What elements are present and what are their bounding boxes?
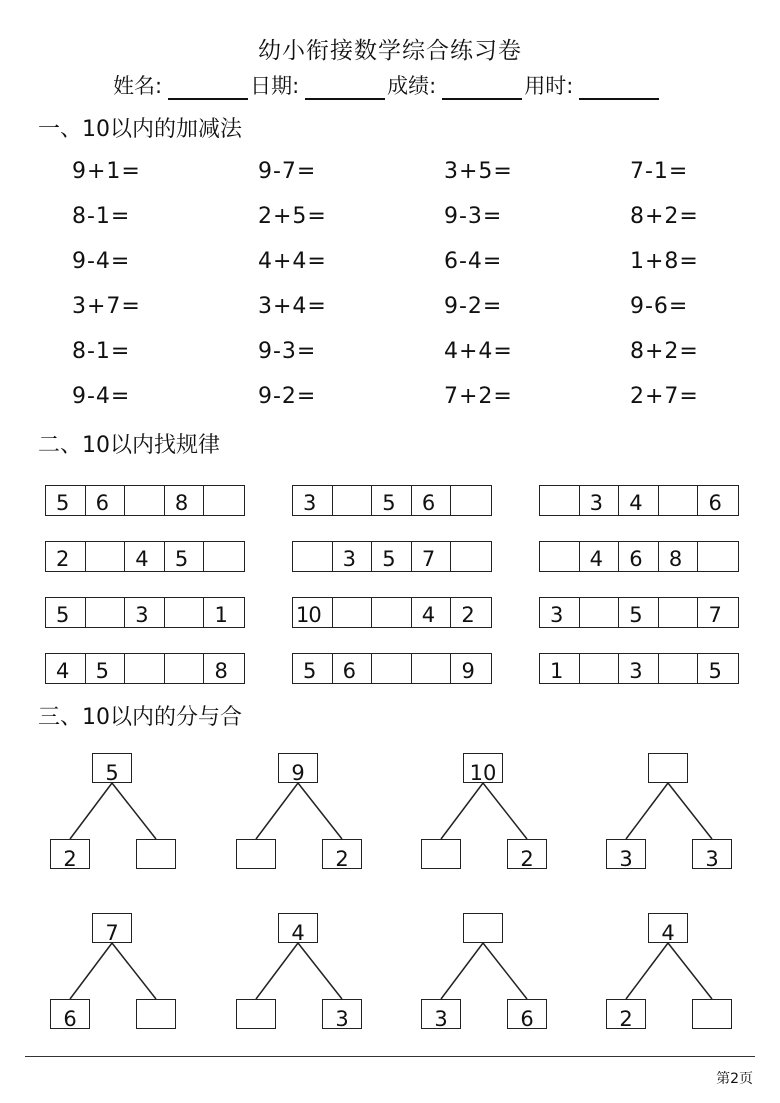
bond-right-part-box[interactable] bbox=[136, 999, 176, 1029]
pattern-blank-cell[interactable] bbox=[659, 598, 699, 627]
pattern-blank-cell[interactable] bbox=[333, 598, 373, 627]
arithmetic-problem: 8-1= bbox=[72, 339, 131, 364]
arithmetic-problem: 2+5= bbox=[258, 204, 327, 229]
pattern-cell: 4 bbox=[412, 598, 452, 627]
pattern-row bbox=[292, 597, 492, 628]
pattern-cell: 4 bbox=[46, 654, 86, 683]
pattern-cell: 5 bbox=[293, 654, 333, 683]
arithmetic-problem: 9-7= bbox=[258, 159, 317, 184]
pattern-cell: 2 bbox=[461, 603, 475, 627]
pattern-blank-cell[interactable] bbox=[125, 486, 165, 515]
pattern-cell: 4 bbox=[619, 486, 659, 515]
number-bond bbox=[413, 745, 553, 875]
bond-total-box[interactable] bbox=[463, 913, 503, 943]
arithmetic-problem: 8+2= bbox=[630, 204, 699, 229]
arithmetic-problem: 9-2= bbox=[258, 384, 317, 409]
pattern-cell: 1 bbox=[540, 654, 580, 683]
pattern-row bbox=[539, 653, 739, 684]
bond-total-box: 4 bbox=[278, 913, 318, 943]
bond-right-part-box: 2 bbox=[322, 839, 362, 869]
arithmetic-problem: 1+8= bbox=[630, 249, 699, 274]
arithmetic-problem: 9-3= bbox=[444, 204, 503, 229]
pattern-row bbox=[539, 485, 739, 516]
pattern-blank-cell[interactable] bbox=[125, 654, 165, 683]
time-label: 用时: bbox=[524, 74, 574, 98]
arithmetic-problem: 6-4= bbox=[444, 249, 503, 274]
bond-total-box: 4 bbox=[648, 913, 688, 943]
bond-left-part-box: 2 bbox=[50, 839, 90, 869]
pattern-blank-cell[interactable] bbox=[659, 486, 699, 515]
pattern-cell: 6 bbox=[412, 486, 452, 515]
name-blank[interactable] bbox=[168, 76, 248, 100]
pattern-blank-cell[interactable] bbox=[580, 654, 620, 683]
arithmetic-problem: 9-6= bbox=[630, 294, 689, 319]
pattern-cell: 2 bbox=[46, 542, 86, 571]
pattern-blank-cell[interactable] bbox=[372, 654, 412, 683]
pattern-row bbox=[292, 541, 492, 572]
arithmetic-problem: 3+7= bbox=[72, 294, 141, 319]
pattern-cell: 10 bbox=[293, 598, 333, 627]
bond-total-box: 9 bbox=[278, 753, 318, 783]
section-arithmetic-title: 一、10以内的加减法 bbox=[38, 117, 242, 142]
number-bond bbox=[413, 905, 553, 1035]
pattern-cell: 5 bbox=[46, 486, 86, 515]
name-field bbox=[113, 70, 250, 100]
name-label: 姓名: bbox=[113, 74, 163, 98]
pattern-cell: 8 bbox=[214, 659, 228, 683]
pattern-cell: 5 bbox=[86, 654, 126, 683]
pattern-cell: 9 bbox=[461, 659, 475, 683]
arithmetic-problem: 7+2= bbox=[444, 384, 513, 409]
pattern-cell: 3 bbox=[540, 598, 580, 627]
section-number-bonds-title: 三、10以内的分与合 bbox=[38, 705, 242, 730]
pattern-cell: 3 bbox=[293, 486, 333, 515]
arithmetic-problems bbox=[72, 155, 732, 425]
pattern-blank-cell[interactable] bbox=[698, 542, 738, 571]
number-bond bbox=[42, 745, 182, 875]
pattern-row bbox=[292, 653, 492, 684]
pattern-cell: 5 bbox=[619, 598, 659, 627]
pattern-cell: 6 bbox=[708, 491, 722, 515]
arithmetic-problem: 8-1= bbox=[72, 204, 131, 229]
pattern-exercises bbox=[45, 485, 745, 709]
number-bond bbox=[228, 905, 368, 1035]
pattern-blank-cell[interactable] bbox=[86, 542, 126, 571]
pattern-row bbox=[45, 597, 245, 628]
score-blank[interactable] bbox=[442, 76, 522, 100]
pattern-blank-cell[interactable] bbox=[204, 486, 244, 515]
footer-divider bbox=[25, 1056, 755, 1057]
arithmetic-problem: 4+4= bbox=[258, 249, 327, 274]
pattern-cell: 5 bbox=[372, 542, 412, 571]
pattern-cell: 7 bbox=[412, 542, 452, 571]
pattern-blank-cell[interactable] bbox=[540, 542, 580, 571]
pattern-blank-cell[interactable] bbox=[204, 542, 244, 571]
pattern-row bbox=[539, 597, 739, 628]
arithmetic-problem: 9-2= bbox=[444, 294, 503, 319]
pattern-cell: 5 bbox=[708, 659, 722, 683]
student-info-row bbox=[113, 70, 661, 100]
bond-right-part-box[interactable] bbox=[692, 999, 732, 1029]
pattern-blank-cell[interactable] bbox=[86, 598, 126, 627]
bond-total-box: 5 bbox=[92, 753, 132, 783]
bond-right-part-box: 6 bbox=[507, 999, 547, 1029]
pattern-row bbox=[45, 485, 245, 516]
pattern-cell: 5 bbox=[165, 542, 205, 571]
number-bond bbox=[228, 745, 368, 875]
page-number: 第2页 bbox=[716, 1071, 753, 1087]
pattern-blank-cell[interactable] bbox=[580, 598, 620, 627]
number-bond bbox=[598, 905, 738, 1035]
score-label: 成绩: bbox=[387, 74, 437, 98]
pattern-cell: 3 bbox=[580, 486, 620, 515]
bond-left-part-box: 2 bbox=[606, 999, 646, 1029]
bond-total-box: 10 bbox=[463, 753, 503, 783]
arithmetic-problem: 3+5= bbox=[444, 159, 513, 184]
pattern-cell: 6 bbox=[619, 542, 659, 571]
pattern-row bbox=[539, 541, 739, 572]
date-label: 日期: bbox=[250, 74, 300, 98]
pattern-cell: 8 bbox=[659, 542, 699, 571]
pattern-cell: 3 bbox=[619, 654, 659, 683]
number-bond bbox=[598, 745, 738, 875]
date-field bbox=[250, 70, 387, 100]
time-field bbox=[524, 70, 661, 100]
pattern-blank-cell[interactable] bbox=[333, 486, 373, 515]
bond-left-part-box: 3 bbox=[421, 999, 461, 1029]
pattern-blank-cell[interactable] bbox=[540, 486, 580, 515]
arithmetic-problem: 8+2= bbox=[630, 339, 699, 364]
pattern-cell: 4 bbox=[125, 542, 165, 571]
pattern-row bbox=[45, 653, 245, 684]
pattern-cell: 3 bbox=[125, 598, 165, 627]
arithmetic-problem: 3+4= bbox=[258, 294, 327, 319]
bond-left-part-box[interactable] bbox=[236, 839, 276, 869]
pattern-blank-cell[interactable] bbox=[451, 542, 491, 571]
pattern-row bbox=[45, 541, 245, 572]
pattern-cell: 7 bbox=[708, 603, 722, 627]
number-bond bbox=[42, 905, 182, 1035]
number-bond-exercises bbox=[0, 745, 780, 1045]
arithmetic-problem: 2+7= bbox=[630, 384, 699, 409]
bond-right-part-box: 2 bbox=[507, 839, 547, 869]
arithmetic-problem: 9-4= bbox=[72, 249, 131, 274]
bond-total-box: 7 bbox=[92, 913, 132, 943]
date-blank[interactable] bbox=[305, 76, 385, 100]
arithmetic-problem: 9-4= bbox=[72, 384, 131, 409]
pattern-blank-cell[interactable] bbox=[293, 542, 333, 571]
arithmetic-problem: 9+1= bbox=[72, 159, 141, 184]
pattern-blank-cell[interactable] bbox=[372, 598, 412, 627]
time-blank[interactable] bbox=[579, 76, 659, 100]
pattern-blank-cell[interactable] bbox=[165, 654, 205, 683]
pattern-cell: 6 bbox=[86, 486, 126, 515]
pattern-cell: 4 bbox=[580, 542, 620, 571]
section-patterns-title: 二、10以内找规律 bbox=[38, 433, 220, 458]
bond-right-part-box: 3 bbox=[322, 999, 362, 1029]
pattern-row bbox=[292, 485, 492, 516]
bond-left-part-box[interactable] bbox=[421, 839, 461, 869]
bond-right-part-box[interactable] bbox=[136, 839, 176, 869]
pattern-cell: 3 bbox=[333, 542, 373, 571]
pattern-blank-cell[interactable] bbox=[412, 654, 452, 683]
bond-left-part-box[interactable] bbox=[236, 999, 276, 1029]
pattern-cell: 1 bbox=[214, 603, 228, 627]
pattern-cell: 6 bbox=[333, 654, 373, 683]
score-field bbox=[387, 70, 524, 100]
pattern-blank-cell[interactable] bbox=[451, 486, 491, 515]
pattern-cell: 5 bbox=[46, 598, 86, 627]
pattern-blank-cell[interactable] bbox=[165, 598, 205, 627]
arithmetic-problem: 9-3= bbox=[258, 339, 317, 364]
bond-right-part-box: 3 bbox=[692, 839, 732, 869]
worksheet-title: 幼小衔接数学综合练习卷 bbox=[258, 38, 522, 64]
pattern-blank-cell[interactable] bbox=[659, 654, 699, 683]
pattern-cell: 5 bbox=[372, 486, 412, 515]
pattern-cell: 8 bbox=[165, 486, 205, 515]
bond-left-part-box: 6 bbox=[50, 999, 90, 1029]
bond-total-box[interactable] bbox=[648, 753, 688, 783]
arithmetic-problem: 4+4= bbox=[444, 339, 513, 364]
bond-left-part-box: 3 bbox=[606, 839, 646, 869]
arithmetic-problem: 7-1= bbox=[630, 159, 689, 184]
